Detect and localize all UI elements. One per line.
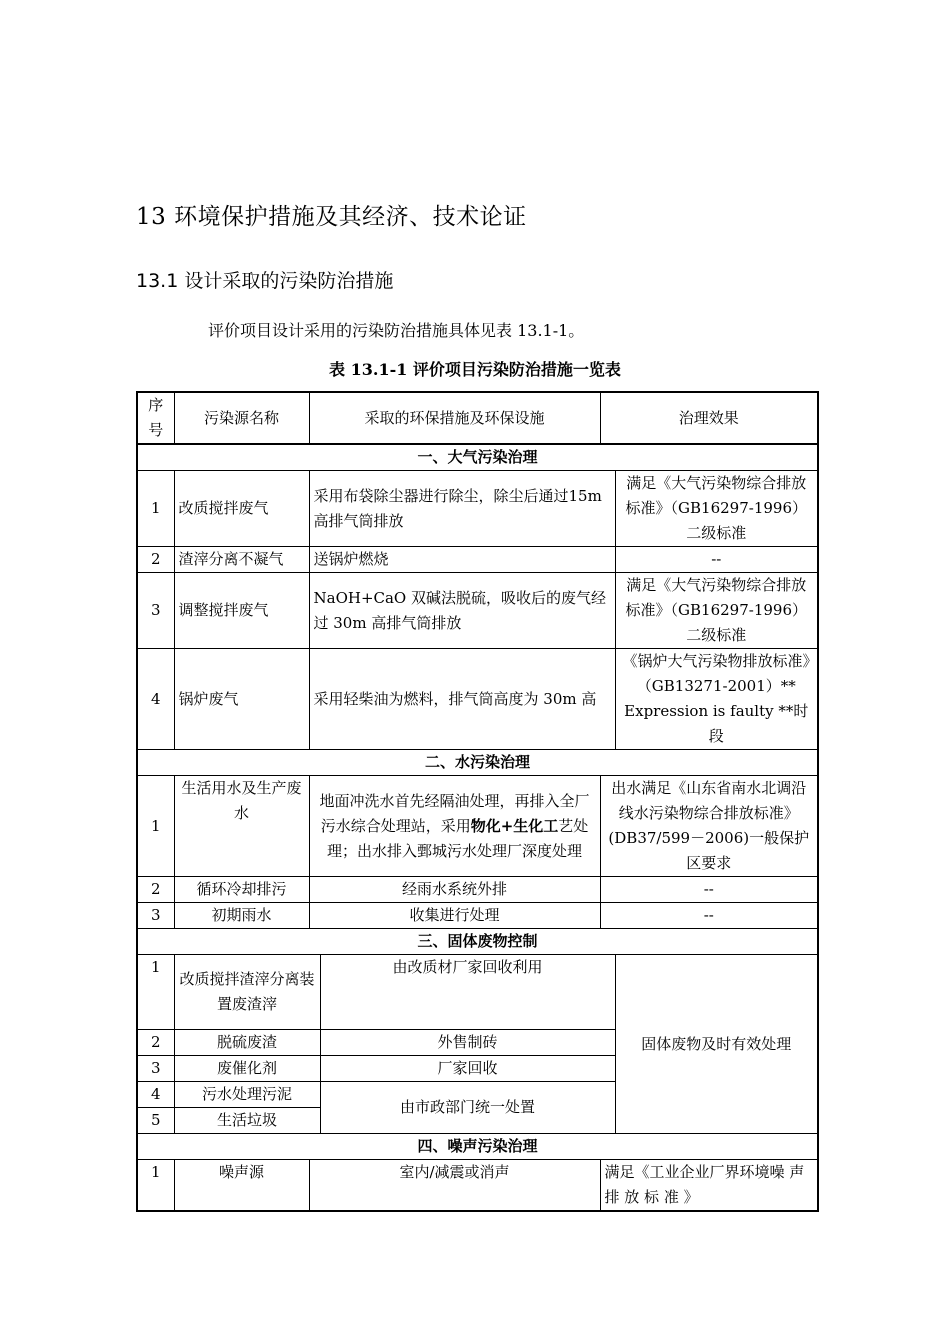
row-no: 1 <box>137 776 174 877</box>
col-header-no: 序号 <box>137 392 174 444</box>
table-row <box>137 776 818 877</box>
row-no: 2 <box>137 877 174 903</box>
table-row <box>137 547 818 573</box>
row-no: 5 <box>137 1108 174 1134</box>
row-no: 4 <box>137 1082 174 1108</box>
row-source: 锅炉废气 <box>174 649 309 750</box>
row-effect: 出水满足《山东省南水北调沿线水污染物综合排放标准》(DB37/599－2006)一般保护区要求 <box>600 776 818 877</box>
row-no: 4 <box>137 649 174 750</box>
row-measure: 外售制砖 <box>320 1030 615 1056</box>
row-measure: 送锅炉燃烧 <box>309 547 615 573</box>
row-no: 1 <box>137 471 174 547</box>
table-row <box>137 573 818 649</box>
measure-text-a: 地面冲洗水首先经隔油处理，再排入全厂污水综合处理站，采用 <box>319 791 590 835</box>
table-row <box>137 955 818 1030</box>
row-measure: 经雨水系统外排 <box>309 877 600 903</box>
row-source: 噪声源 <box>174 1160 309 1212</box>
row-no: 3 <box>137 903 174 929</box>
row-effect: 《锅炉大气污染物排放标准》（GB13271-2001）** Expression is faulty **时段 <box>615 649 818 750</box>
row-source: 脱硫废渣 <box>174 1030 320 1056</box>
section-title-solid: 三、固体废物控制 <box>137 929 818 955</box>
row-effect: 满足《大气污染物综合排放标准》（GB16297-1996）二级标准 <box>615 573 818 649</box>
measure-text-bold: 物化+生化工 <box>470 816 559 835</box>
row-source: 废催化剂 <box>174 1056 320 1082</box>
intro-paragraph: 评价项目设计采用的污染防治措施具体见表 13.1-1。 <box>208 321 585 340</box>
row-measure: 室内/减震或消声 <box>309 1160 600 1212</box>
row-source: 改质搅拌渣滓分离装置废渣滓 <box>174 955 320 1030</box>
measure-text-b: 艺处理；出水排入鄄城污水处理厂深度处理 <box>327 816 589 860</box>
row-measure: 采用轻柴油为燃料，排气筒高度为 30m 高 <box>309 649 615 750</box>
table-caption: 表 13.1-1 评价项目污染防治措施一览表 <box>329 360 621 379</box>
row-measure: 由市政部门统一处置 <box>320 1082 615 1134</box>
table-row <box>137 903 818 929</box>
row-measure <box>309 776 600 877</box>
row-source: 循环冷却排污 <box>174 877 309 903</box>
row-measure: 收集进行处理 <box>309 903 600 929</box>
col-header-measure: 采取的环保措施及环保设施 <box>309 392 600 444</box>
table-row <box>137 877 818 903</box>
row-no: 2 <box>137 547 174 573</box>
row-measure: 采用布袋除尘器进行除尘，除尘后通过15m 高排气筒排放 <box>309 471 615 547</box>
section-title-air: 一、大气污染治理 <box>137 444 818 471</box>
row-source: 生活用水及生产废水 <box>174 776 309 877</box>
row-source: 初期雨水 <box>174 903 309 929</box>
section-title-noise: 四、噪声污染治理 <box>137 1134 818 1160</box>
section-title-water: 二、水污染治理 <box>137 750 818 776</box>
row-source: 渣滓分离不凝气 <box>174 547 309 573</box>
row-source: 调整搅拌废气 <box>174 573 309 649</box>
row-no: 3 <box>137 573 174 649</box>
row-measure: 由改质材厂家回收利用 <box>320 955 615 1030</box>
row-no: 1 <box>137 955 174 1030</box>
row-no: 3 <box>137 1056 174 1082</box>
row-no: 2 <box>137 1030 174 1056</box>
chapter-heading: 13 环境保护措施及其经济、技术论证 <box>136 204 527 230</box>
table-header-row <box>137 392 818 444</box>
row-effect: -- <box>600 877 818 903</box>
row-source: 生活垃圾 <box>174 1108 320 1134</box>
row-effect: -- <box>615 547 818 573</box>
row-effect: -- <box>600 903 818 929</box>
row-measure: NaOH+CaO 双碱法脱硫，吸收后的废气经过 30m 高排气筒排放 <box>309 573 615 649</box>
row-measure: 厂家回收 <box>320 1056 615 1082</box>
table-row <box>137 1160 818 1212</box>
row-effect: 满足《工业企业厂界环境噪 声 排 放 标 准 》 <box>600 1160 818 1212</box>
row-source: 改质搅拌废气 <box>174 471 309 547</box>
col-header-effect: 治理效果 <box>600 392 818 444</box>
col-header-source: 污染源名称 <box>174 392 309 444</box>
row-no: 1 <box>137 1160 174 1212</box>
row-source: 污水处理污泥 <box>174 1082 320 1108</box>
pollution-measures-table <box>136 391 819 1212</box>
solid-waste-effect: 固体废物及时有效处理 <box>615 955 818 1134</box>
section-heading: 13.1 设计采取的污染防治措施 <box>136 270 394 292</box>
row-effect: 满足《大气污染物综合排放标准》（GB16297-1996）二级标准 <box>615 471 818 547</box>
table-row <box>137 471 818 547</box>
table-row <box>137 649 818 750</box>
